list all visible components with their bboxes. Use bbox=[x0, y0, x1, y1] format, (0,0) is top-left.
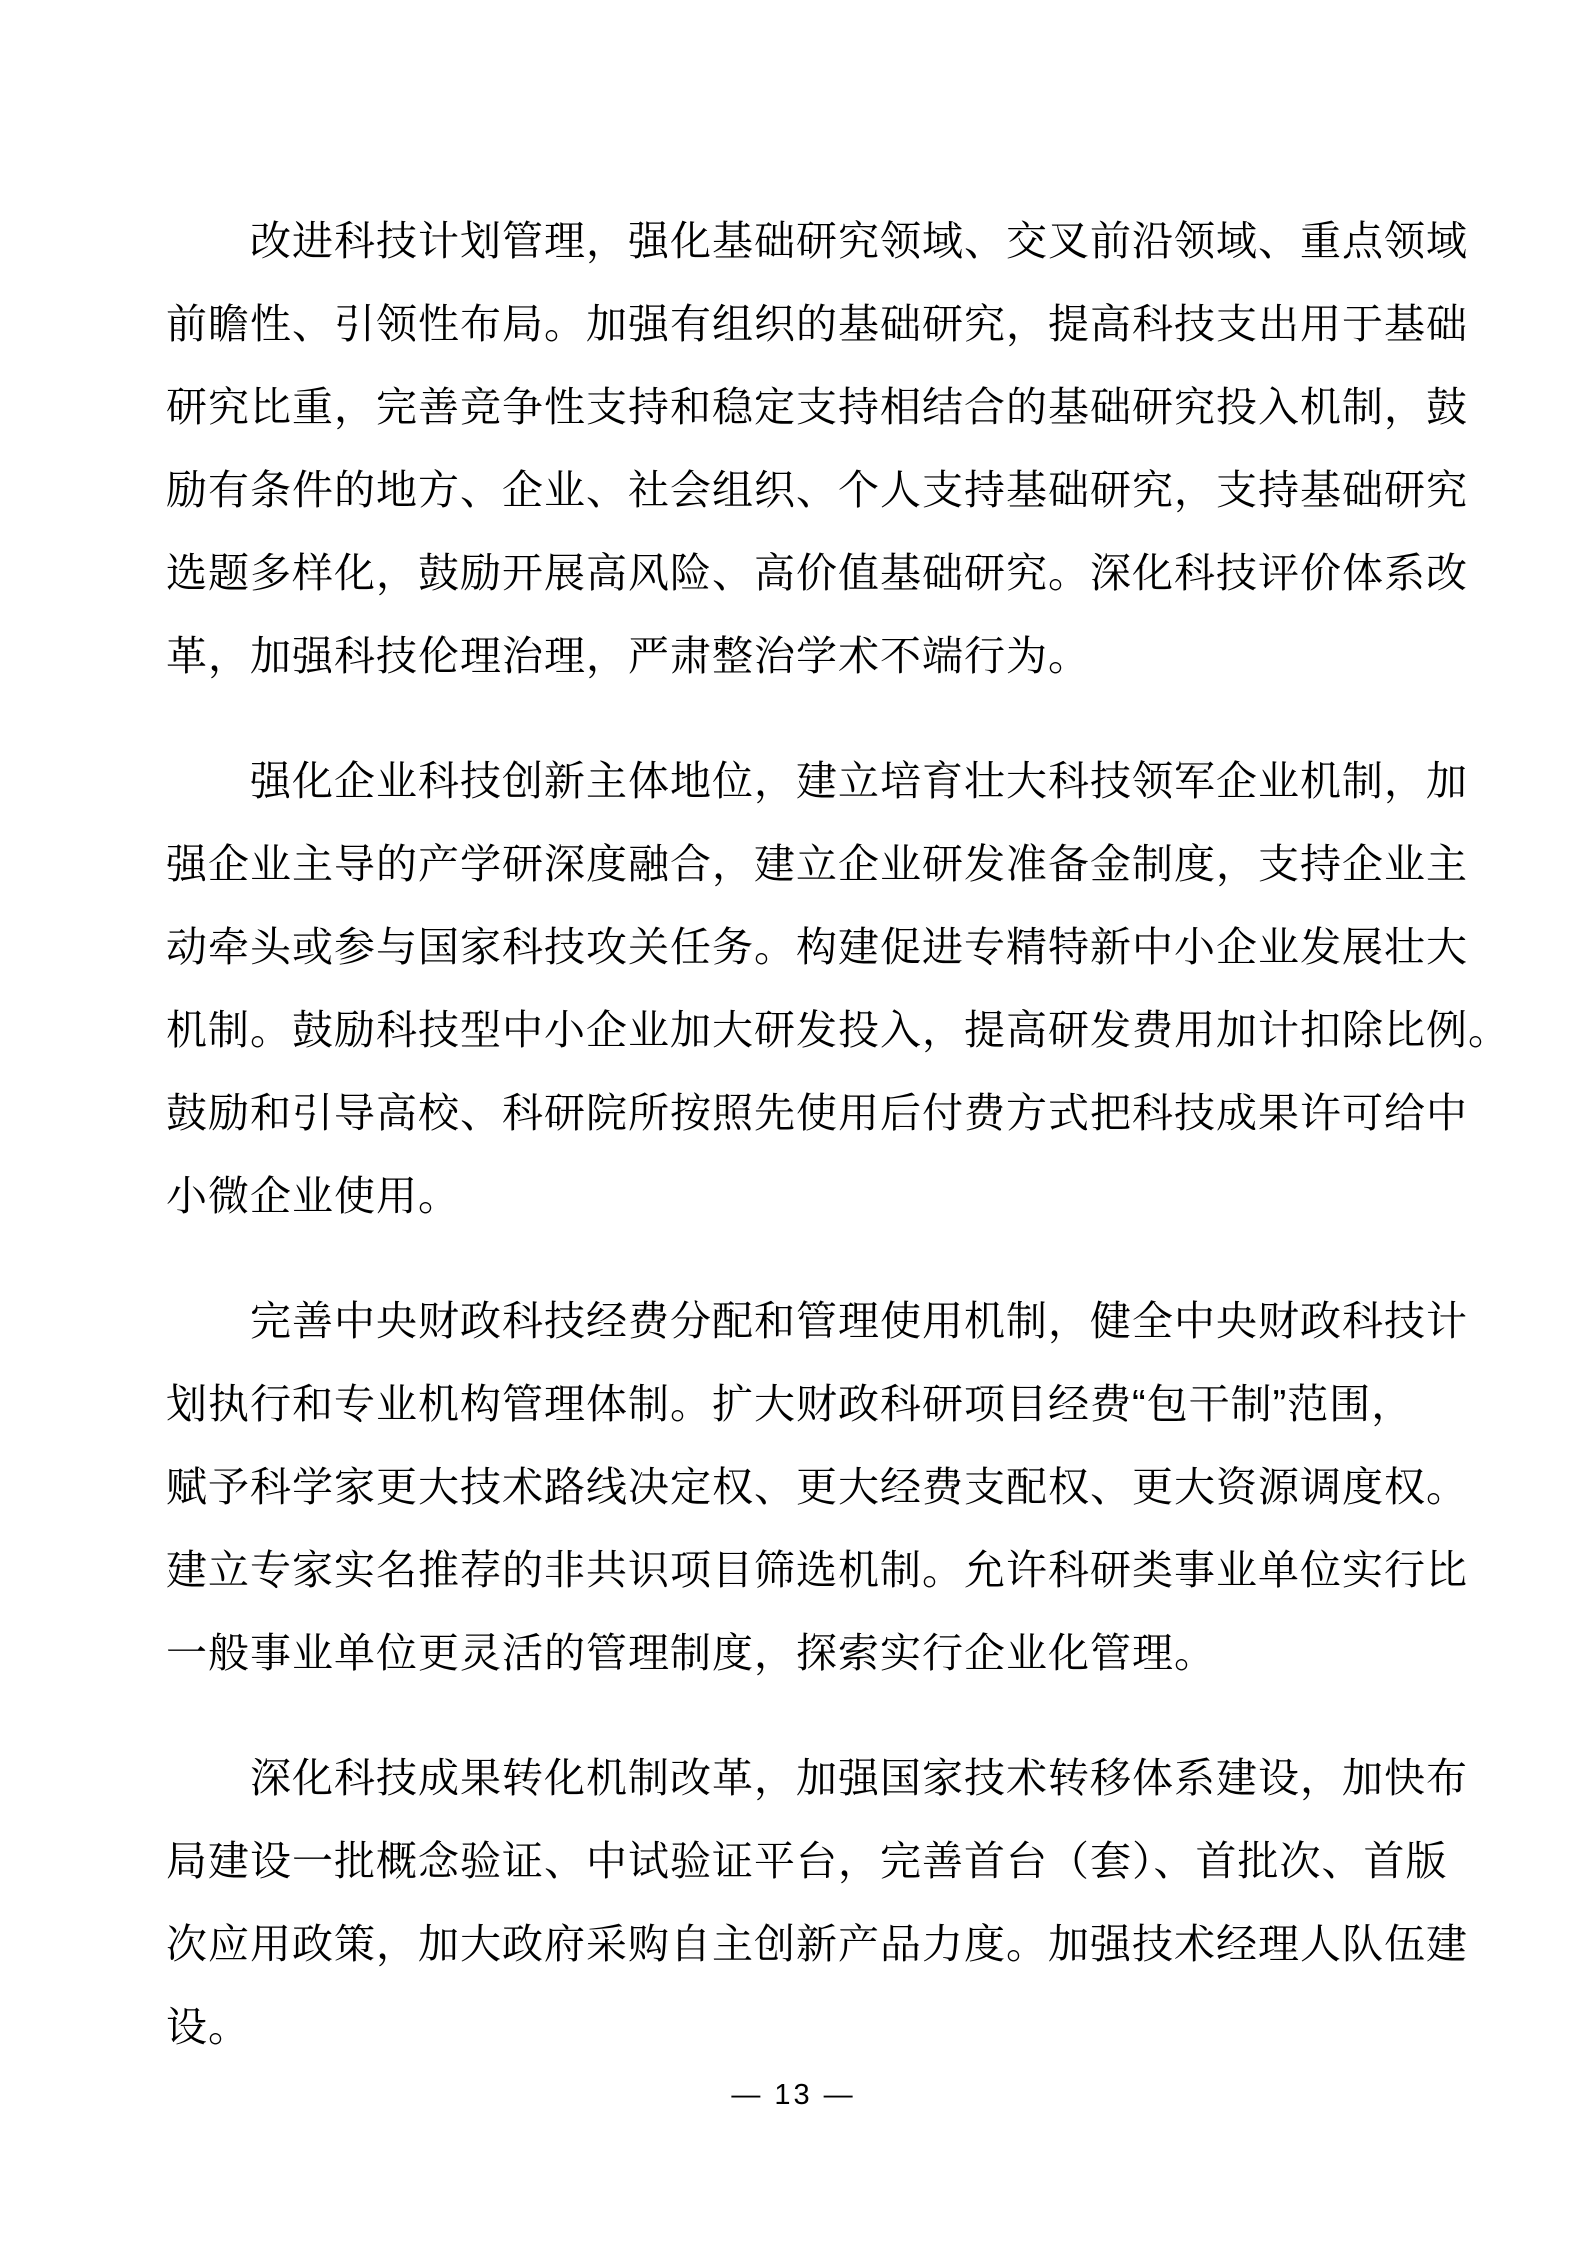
text-line: 励有条件的地方、企业、社会组织、个人支持基础研究，支持基础研究 bbox=[166, 467, 1468, 513]
text-line: 设。 bbox=[166, 2004, 250, 2050]
text-line: 一般事业单位更灵活的管理制度，探索实行企业化管理。 bbox=[166, 1630, 1216, 1676]
text-line: 改进科技计划管理，强化基础研究领域、交叉前沿领域、重点领域 bbox=[250, 218, 1468, 264]
text-line: 研究比重，完善竞争性支持和稳定支持相结合的基础研究投入机制，鼓 bbox=[166, 384, 1468, 430]
text-line: 小微企业使用。 bbox=[166, 1173, 460, 1219]
document-body bbox=[166, 200, 1510, 2069]
text-line: 完善中央财政科技经费分配和管理使用机制，健全中央财政科技计 bbox=[250, 1298, 1468, 1344]
text-line: 强企业主导的产学研深度融合，建立企业研发准备金制度，支持企业主 bbox=[166, 841, 1468, 887]
page-number: — 13 — bbox=[731, 2079, 856, 2111]
paragraph-4 bbox=[166, 1737, 1468, 2069]
paragraph-1 bbox=[166, 200, 1468, 698]
paragraph-3 bbox=[166, 1280, 1468, 1695]
text-line: 选题多样化，鼓励开展高风险、高价值基础研究。深化科技评价体系改 bbox=[166, 550, 1468, 596]
paragraph-2 bbox=[166, 740, 1510, 1238]
text-line: 局建设一批概念验证、中试验证平台，完善首台（套）、首批次、首版 bbox=[166, 1838, 1448, 1884]
text-line: 强化企业科技创新主体地位，建立培育壮大科技领军企业机制，加 bbox=[250, 758, 1468, 804]
text-line: 划执行和专业机构管理体制。扩大财政科研项目经费“包干制”范围， bbox=[166, 1381, 1414, 1427]
text-line: 革，加强科技伦理治理，严肃整治学术不端行为。 bbox=[166, 633, 1090, 679]
text-line: 鼓励和引导高校、科研院所按照先使用后付费方式把科技成果许可给中 bbox=[166, 1090, 1468, 1136]
text-line: 建立专家实名推荐的非共识项目筛选机制。允许科研类事业单位实行比 bbox=[166, 1547, 1468, 1593]
text-line: 机制。鼓励科技型中小企业加大研发投入，提高研发费用加计扣除比例。 bbox=[166, 1007, 1510, 1053]
text-line: 动牵头或参与国家科技攻关任务。构建促进专精特新中小企业发展壮大 bbox=[166, 924, 1468, 970]
text-line: 次应用政策，加大政府采购自主创新产品力度。加强技术经理人队伍建 bbox=[166, 1921, 1468, 1967]
text-line: 赋予科学家更大技术路线决定权、更大经费支配权、更大资源调度权。 bbox=[166, 1464, 1468, 1510]
text-line: 前瞻性、引领性布局。加强有组织的基础研究，提高科技支出用于基础 bbox=[166, 301, 1468, 347]
text-line: 深化科技成果转化机制改革，加强国家技术转移体系建设，加快布 bbox=[250, 1755, 1468, 1801]
